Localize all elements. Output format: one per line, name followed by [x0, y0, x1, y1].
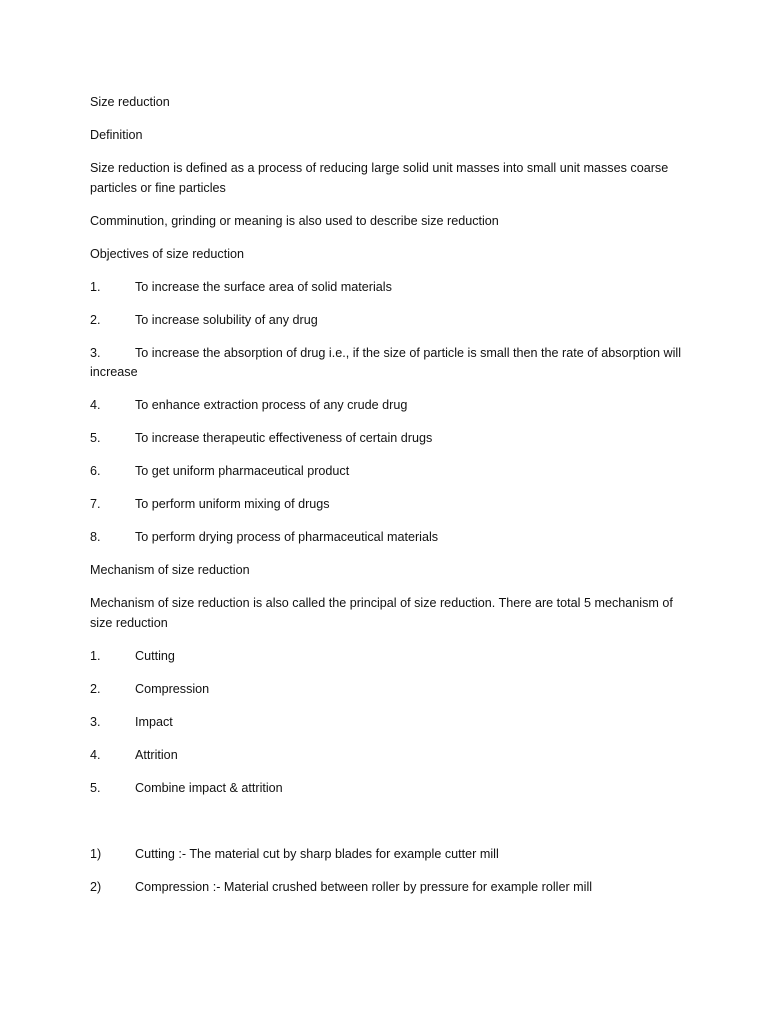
mechanism-text: Cutting: [135, 648, 175, 663]
objective-text: To perform uniform mixing of drugs: [135, 497, 330, 511]
objective-item: [90, 528, 690, 548]
mechanism-number: 3.: [90, 714, 101, 729]
mechanism-text: Combine impact & attrition: [135, 780, 283, 795]
objective-text: To get uniform pharmaceutical product: [135, 464, 350, 478]
blank-line: [90, 812, 690, 845]
comminution-text: Comminution, grinding or meaning is also used to describe size reduction: [90, 213, 499, 228]
objective-item: [90, 396, 690, 416]
objective-item: [90, 278, 690, 298]
mechanism-number: 5.: [90, 780, 101, 795]
objective-text: To perform drying process of pharmaceutical materials: [135, 530, 439, 544]
detail-item: [90, 845, 690, 865]
objective-item: [90, 462, 690, 482]
objective-number: 4.: [90, 398, 101, 412]
mechanism-text: Mechanism of size reduction is also called the principal of size reduction. There are total 5 mechanism of size reduction: [90, 596, 673, 630]
mechanism-number: 2.: [90, 681, 101, 696]
mechanism-heading: Mechanism of size reduction: [90, 563, 250, 577]
mechanism-item: [90, 779, 690, 799]
objective-number: 1.: [90, 279, 101, 294]
mechanism-text: Attrition: [135, 747, 178, 762]
mechanism-item: [90, 746, 690, 766]
objective-text: To increase solubility of any drug: [135, 312, 318, 327]
detail-number: 1): [90, 846, 102, 861]
mechanism-text: Impact: [135, 714, 173, 729]
mechanism-text: Compression: [135, 681, 210, 696]
objective-number: 6.: [90, 464, 101, 478]
objective-item: [90, 311, 690, 331]
objective-item: [90, 495, 690, 515]
objective-item: [90, 344, 690, 383]
definition-text: Size reduction is defined as a process of reducing large solid unit masses into small unit masses coarse particles or fine particles: [90, 161, 669, 195]
mechanism-number: 1.: [90, 648, 101, 663]
objective-text: To increase therapeutic effectiveness of certain drugs: [135, 431, 433, 445]
mechanism-item: [90, 713, 690, 733]
detail-text: Compression :- Material crushed between roller by pressure for example roller mill: [135, 879, 593, 894]
document-title: Size reduction: [90, 95, 170, 109]
objective-text: To increase the absorption of drug i.e., if the size of particle is small then the rate of absorption will increase: [90, 345, 682, 379]
objective-number: 8.: [90, 530, 101, 544]
detail-number: 2): [90, 879, 102, 894]
mechanism-number: 4.: [90, 747, 101, 762]
definition-heading: Definition: [90, 128, 143, 142]
objective-text: To increase the surface area of solid materials: [135, 279, 392, 294]
objectives-heading: Objectives of size reduction: [90, 246, 244, 261]
objective-number: 5.: [90, 431, 101, 445]
mechanism-item: [90, 647, 690, 667]
objective-text: To enhance extraction process of any crude drug: [135, 398, 408, 412]
mechanism-item: [90, 680, 690, 700]
objective-number: 7.: [90, 497, 101, 511]
detail-item: [90, 878, 690, 898]
document-content: [90, 93, 690, 911]
objective-number: 2.: [90, 312, 101, 327]
objective-number: 3.: [90, 345, 101, 360]
objective-item: [90, 429, 690, 449]
detail-text: Cutting :- The material cut by sharp blades for example cutter mill: [135, 846, 499, 861]
